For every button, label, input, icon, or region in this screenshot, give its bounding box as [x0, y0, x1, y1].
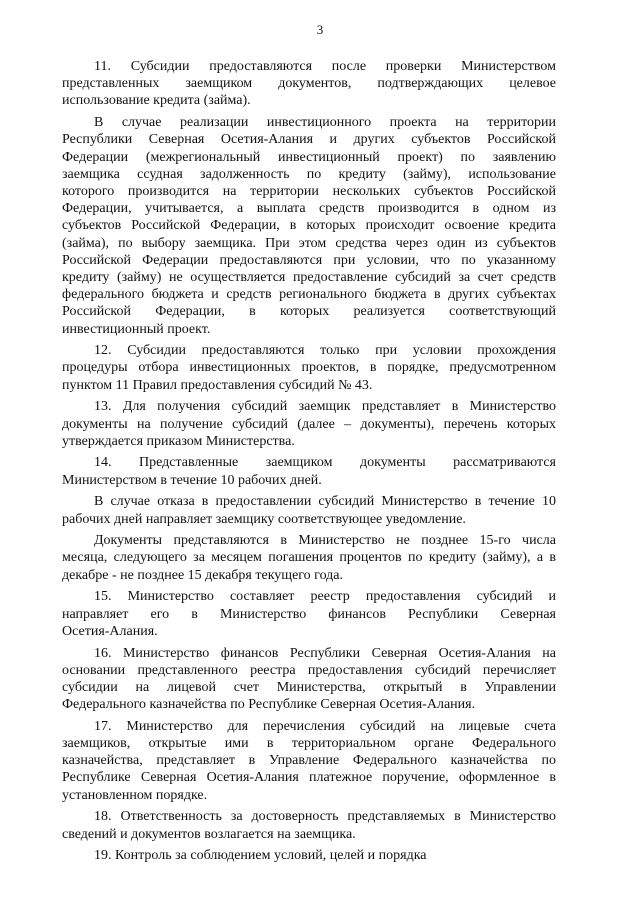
text-line: федерального бюджета и средств регионального бюджета в других субъектах	[62, 287, 556, 303]
text-line: Российской Федерации предоставляются при условии, что по указанному	[62, 252, 556, 268]
text-line: Министерством в течение 10 рабочих дней.	[62, 472, 322, 488]
paragraph-p16	[62, 645, 556, 714]
paragraph-p14	[62, 454, 556, 488]
text-line: сведений и документов возлагается на заемщика.	[62, 826, 356, 842]
paragraph-p11	[62, 58, 556, 110]
text-line: Федерации (межрегиональный инвестиционный проект) по заявлению	[62, 149, 556, 165]
text-line: 13. Для получения субсидий заемщик представляет в Министерство	[94, 399, 556, 415]
paragraph-p18	[62, 808, 556, 842]
text-line: процедуры отбора инвестиционных проектов, в порядке, предусмотренном	[62, 360, 556, 376]
paragraph-p14b	[62, 493, 556, 527]
text-line: пунктом 11 Правил предоставления субсидий № 43.	[62, 377, 373, 393]
text-line: представленных заемщиком документов, подтверждающих целевое	[62, 76, 556, 92]
paragraph-p17	[62, 718, 556, 804]
text-line: казначейства, представляет в Управление Федерального казначейства по	[62, 753, 556, 769]
text-line: которого производится на территории нескольких субъектов Российской	[62, 183, 556, 199]
text-line: 19. Контроль за соблюдением условий, целей и порядка	[94, 848, 427, 864]
paragraph-p11b	[62, 114, 556, 338]
text-line: В случае реализации инвестиционного проекта на территории	[94, 115, 556, 131]
text-line: Республике Северная Осетия-Алания платежное поручение, оформленное в	[62, 770, 556, 786]
text-line: 18. Ответственность за достоверность представляемых в Министерство	[94, 809, 556, 825]
text-line: Федерации, учитывается, а выплата средств производится в одном из	[62, 201, 556, 217]
text-line: В случае отказа в предоставлении субсидий Министерство в течение 10	[94, 494, 556, 510]
document-body	[62, 58, 556, 869]
text-line: (займа), по выбору заемщика. При этом средства через один из субъектов	[62, 235, 556, 251]
text-line: использование кредита (займа).	[62, 93, 251, 109]
text-line: декабре - не позднее 15 декабря текущего года.	[62, 567, 344, 583]
text-line: основании представленного реестра предоставления субсидий перечисляет	[62, 662, 556, 678]
text-line: кредиту (займу) не осуществляется предоставление субсидий за счет средств	[62, 269, 556, 285]
text-line: рабочих дней направляет заемщику соответствующее уведомление.	[62, 511, 466, 527]
text-line: заемщика ссудная задолженность по кредиту (займу), использование	[62, 166, 556, 182]
text-line: заемщиков, открытые ими в территориальном органе Федерального	[62, 736, 556, 752]
text-line: субсидии на лицевой счет Министерства, открытый в Управлении	[62, 679, 556, 695]
text-line: Документы представляются в Министерство не позднее 15-го числа	[94, 533, 556, 549]
paragraph-p15	[62, 588, 556, 640]
text-line: Российской Федерации, в которых реализуется соответствующий	[62, 304, 556, 320]
text-line: установленном порядке.	[62, 787, 208, 803]
text-line: субъектов Российской Федерации, в которых происходит освоение кредита	[62, 218, 556, 234]
text-line: 17. Министерство для перечисления субсидий на лицевые счета	[94, 718, 556, 734]
text-line: документы на получение субсидий (далее – документы), перечень которых	[62, 416, 556, 432]
paragraph-p12	[62, 342, 556, 394]
paragraph-p14c	[62, 532, 556, 584]
text-line: месяца, следующего за месяцем погашения процентов по кредиту (займу), а в	[62, 550, 556, 566]
paragraph-p19	[62, 847, 556, 864]
text-line: Федерального казначейства по Республике Северная Осетия-Алания.	[62, 697, 476, 713]
text-line: 16. Министерство финансов Республики Северная Осетия-Алания на	[94, 645, 556, 661]
page-number: 3	[316, 22, 324, 37]
text-line: инвестиционный проект.	[62, 321, 211, 337]
text-line: Осетия-Алания.	[62, 623, 158, 639]
text-line: Республики Северная Осетия-Алания и других субъектов Российской	[62, 132, 556, 148]
text-line: 12. Субсидии предоставляются только при условии прохождения	[94, 343, 556, 359]
text-line: направляет его в Министерство финансов Республики Северная	[62, 606, 556, 622]
text-line: 11. Субсидии предоставляются после проверки Министерством	[94, 59, 556, 74]
text-line: утверждается приказом Министерства.	[62, 433, 295, 449]
paragraph-p13	[62, 398, 556, 450]
text-line: 14. Представленные заемщиком документы рассматриваются	[94, 455, 556, 471]
text-line: 15. Министерство составляет реестр предоставления субсидий и	[94, 589, 556, 605]
